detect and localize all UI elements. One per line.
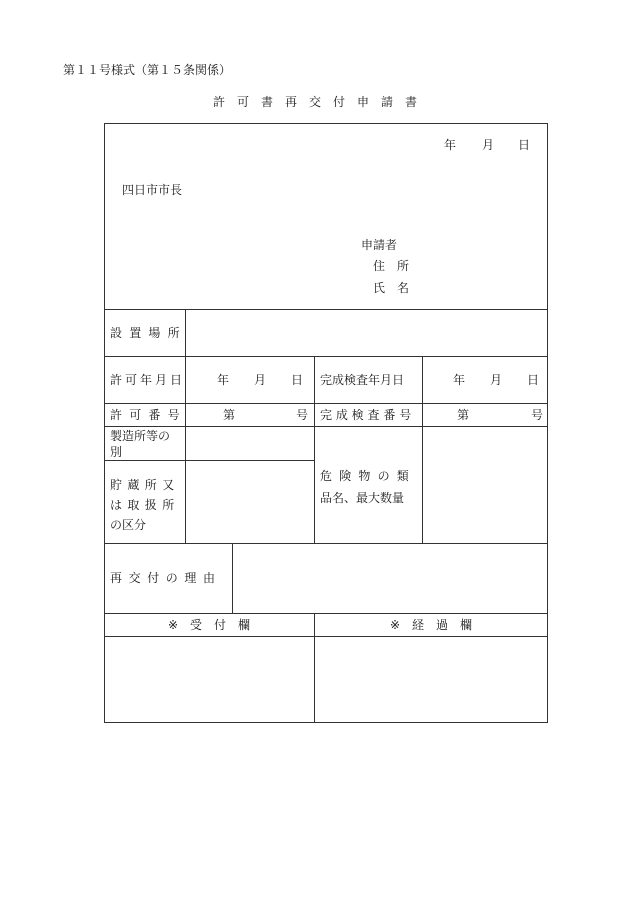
completion-date-month: 月: [490, 373, 503, 387]
progress-column-header: [314, 613, 548, 636]
row-divider: [104, 403, 548, 404]
completion-number-label: 完成検査番号: [320, 408, 416, 422]
location-label: 設置場所: [110, 326, 187, 340]
page-title: 許 可 書 再 交 付 申 請 書: [212, 95, 417, 109]
date-day-label: 日: [518, 138, 531, 152]
applicant-name-label: 氏 名: [373, 281, 410, 295]
form-number: 第１１号様式（第１５条関係）: [63, 63, 232, 77]
permit-number-prefix: 第: [223, 408, 236, 422]
storage-label-line3: の区分: [110, 518, 147, 532]
progress-column-label: ※ 経 過 欄: [389, 618, 473, 632]
completion-number-prefix: 第: [457, 408, 470, 422]
column-divider: [232, 543, 233, 613]
completion-number-suffix: 号: [531, 408, 544, 422]
storage-label-line2: は取扱所: [110, 498, 180, 512]
date-month-label: 月: [482, 138, 495, 152]
date-year-label: 年: [444, 138, 457, 152]
permit-date-month: 月: [254, 373, 267, 387]
storage-label-line1: 貯蔵所又: [110, 478, 180, 492]
reception-column-header: [104, 613, 314, 636]
addressee: 四日市市長: [122, 183, 183, 197]
reception-column-label: ※ 受 付 欄: [167, 618, 251, 632]
completion-date-year: 年: [453, 373, 466, 387]
permit-date-label: 許可年月日: [110, 373, 186, 387]
hazmat-label-line2: 品名、最大数量: [320, 491, 405, 505]
column-divider: [314, 356, 315, 543]
row-divider: [104, 426, 548, 427]
permit-date-year: 年: [217, 373, 230, 387]
row-divider: [104, 309, 548, 310]
applicant-address-label: 住 所: [373, 259, 410, 273]
row-divider: [104, 356, 548, 357]
reason-label: 再交付の理由: [110, 571, 222, 585]
facility-type-label-line2: 別: [110, 445, 123, 459]
row-divider: [104, 460, 314, 461]
permit-number-label: 許可番号: [110, 408, 187, 422]
column-divider: [422, 356, 423, 543]
facility-type-label-line1: 製造所等の: [110, 429, 171, 443]
row-divider: [104, 636, 548, 637]
row-divider: [104, 543, 548, 544]
completion-date-day: 日: [527, 373, 540, 387]
permit-date-day: 日: [291, 373, 304, 387]
applicant-label: 申請者: [361, 238, 398, 252]
column-divider: [185, 309, 186, 543]
hazmat-label-line1: 危険物の類: [320, 469, 417, 483]
permit-number-suffix: 号: [296, 408, 309, 422]
completion-date-label: 完成検査年月日: [320, 373, 405, 387]
